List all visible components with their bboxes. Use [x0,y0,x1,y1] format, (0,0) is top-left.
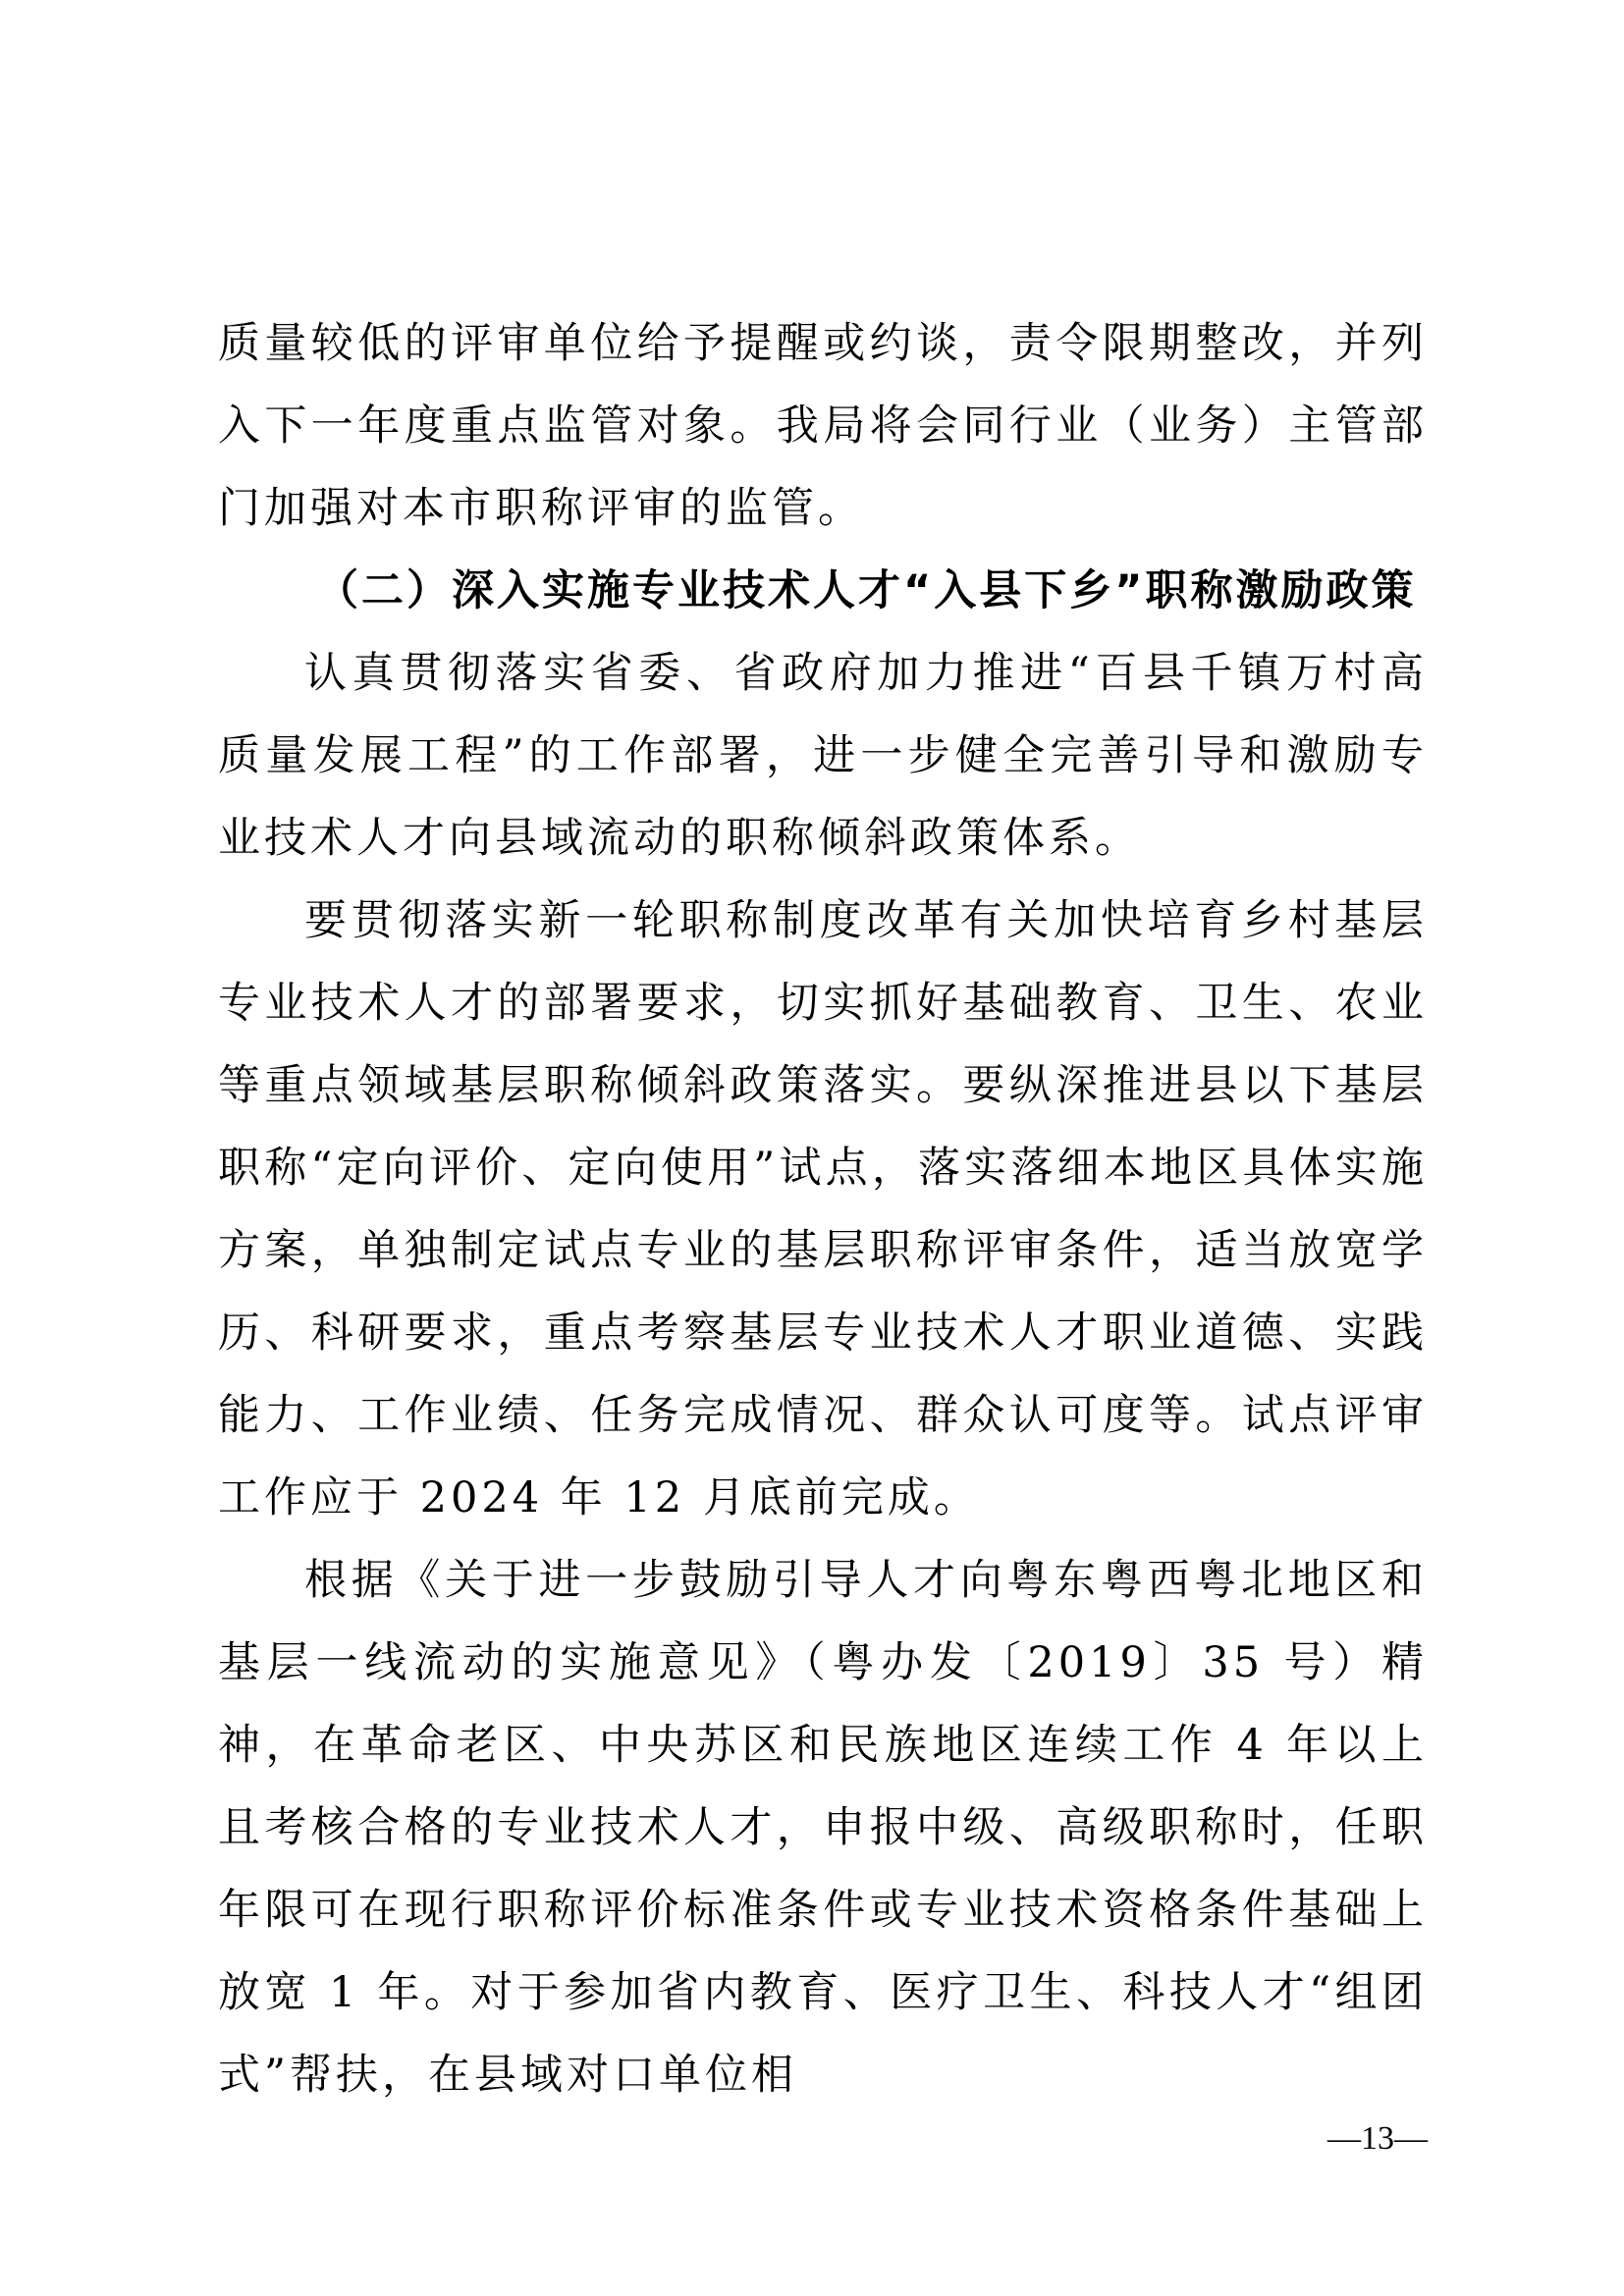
paragraph-work-deployment: 认真贯彻落实省委、省政府加力推进“百县千镇万村高质量发展工程”的工作部署，进一步健全完善引导和激励专业技术人才向县域流动的职称倾斜政策体系。 [218,649,1428,863]
paragraph-policy-relaxation: 根据《关于进一步鼓励引导人才向粤东粤西粤北地区和基层一线流动的实施意见》（粤办发〔2019〕35 号）精神，在革命老区、中央苏区和民族地区连续工作 4 年以上且考核合格的专业技术人才，申报中级、高级职称时，任职年限可在现行职称评价标准条件或专业技术资格条件基础上放宽 1 年。对于参加省内教育、医疗卫生、科技人才“组团式”帮扶，在县域对口单位相 [218,1556,1428,2100]
paragraph-continuation: 质量较低的评审单位给予提醒或约谈，责令限期整改，并列入下一年度重点监管对象。我局将会同行业（业务）主管部门加强对本市职称评审的监管。 [218,319,1428,533]
section-heading: （二）深入实施专业技术人才“入县下乡”职称激励政策 [316,566,1417,615]
body-text [218,302,1428,2116]
paragraph-pilot-requirements: 要贯彻落实新一轮职称制度改革有关加快培育乡村基层专业技术人才的部署要求，切实抓好基础教育、卫生、农业等重点领域基层职称倾斜政策落实。要纵深推进县以下基层职称“定向评价、定向使用”试点，落实落细本地区具体实施方案，单独制定试点专业的基层职称评审条件，适当放宽学历、科研要求，重点考察基层专业技术人才职业道德、实践能力、工作业绩、任务完成情况、群众认可度等。试点评审工作应于 2024 年 12 月底前完成。 [218,896,1428,1522]
page-number: —13— [1327,2120,1428,2157]
